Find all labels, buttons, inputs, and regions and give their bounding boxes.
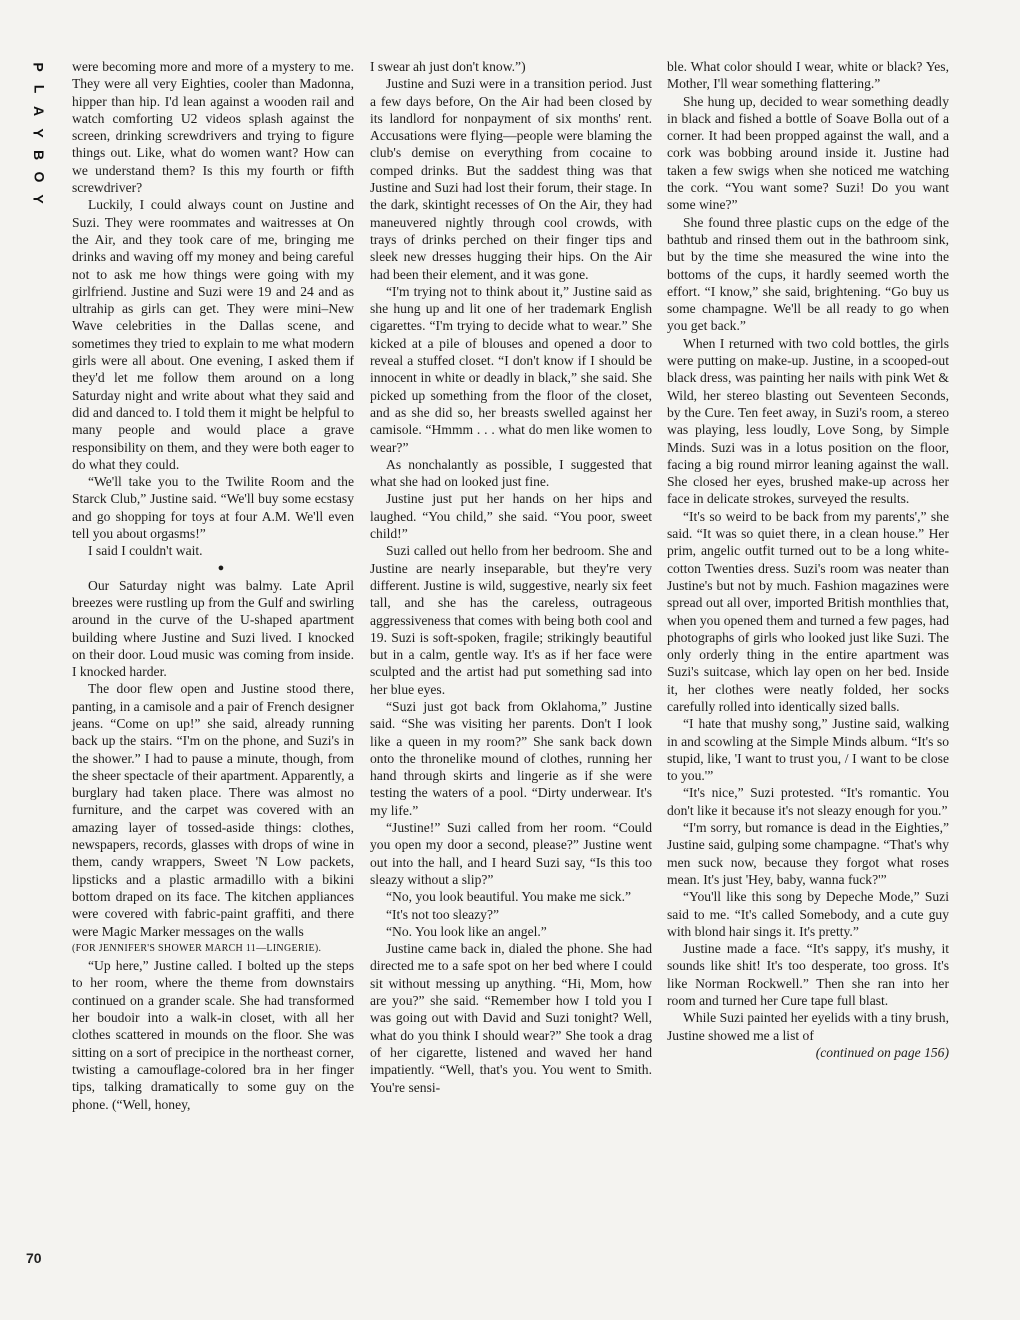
masthead-letter: A bbox=[31, 105, 47, 117]
masthead-letter: O bbox=[30, 171, 47, 183]
section-separator: ● bbox=[217, 561, 225, 574]
paragraph: Justine made a face. “It's sappy, it's mushy, it sounds like shit! It's too desperate, too gross. It's like Norman Rockwell.” Then she ran into her room and turned her Cure tape full blast. bbox=[667, 941, 949, 1009]
text-column-3 bbox=[667, 58, 949, 1061]
paragraph: “No, you look beautiful. You make me sick.” bbox=[386, 889, 632, 905]
paragraph: “No. You look like an angel.” bbox=[386, 923, 547, 939]
paragraph: I swear ah just don't know.”) bbox=[370, 59, 526, 74]
paragraph: She hung up, decided to wear something deadly in black and fished a bottle of Soave Bolla out of a corner. It had been propped against the wall, and a cork was bobbing around inside it. Justine had taken a few swigs when she noticed me watching the cork. “You want some? Suzi! Do you want some wine?” bbox=[667, 93, 949, 213]
masthead-letter: P bbox=[31, 62, 47, 72]
paragraph: I said I couldn't wait. bbox=[88, 543, 203, 559]
paragraph: Suzi called out hello from her bedroom. She and Justine are nearly inseparable, but they're very different. Justine is wild, suggestive, nearly six feet tall, and she has the careless, outrageous aggressiveness that comes with being both cool and 19. Suzi is soft-spoken, fragile; strikingly beautiful but in a calm, gentle way. It's as if her face were sculpted and the artist had put something sad into her blue eyes. bbox=[370, 543, 652, 697]
continued-on-page-note: (continued on page 156) bbox=[815, 1044, 949, 1060]
paragraph: “We'll take you to the Twilite Room and the Starck Club,” Justine said. “We'll buy some ecstasy and go shopping for toys at four A.M. We'll even tell you about orgasms!” bbox=[72, 474, 354, 542]
paragraph: “It's so weird to be back from my parents',” she said. “It was so quiet there, in a clean house.” Her prim, angelic outfit turned out to be a long white-cotton Twenties dress. Suzi's room was neater than Justine's but not by much. Fashion magazines were spread out all over, imported British monthlies that, when you opened them and turned a few pages, had photographs of girls who looked just like Suzi. The only orderly thing in the entire apartment was Suzi's suitcase, which lay open on her bed. Inside it, her clothes were neatly folded, her socks carefully rolled into identically sized balls. bbox=[667, 508, 949, 714]
masthead-letter: B bbox=[31, 149, 47, 161]
masthead-letter: Y bbox=[31, 128, 47, 138]
page-number: 70 bbox=[26, 1250, 42, 1266]
paragraph: While Suzi painted her eyelids with a tiny brush, Justine showed me a list of bbox=[667, 1010, 949, 1043]
paragraph: “Justine!” Suzi called from her room. “Could you open my door a second, please?” Justine went out into the hall, and I heard Suzi say, “Is this too sleazy without a slip?” bbox=[370, 820, 652, 887]
paragraph: were becoming more and more of a mystery to me. They were all very Eighties, cooler than Madonna, hipper than hip. I'd lean against a wooden rail and watch comforting U2 videos splash against the screen, drinking screwdrivers and trying to figure things out. Like, what do women want? How can we understand them? Is this my fourth or fifth screwdriver? bbox=[72, 59, 354, 196]
paragraph: “Up here,” Justine called. I bolted up the steps to her room, where the theme from downstairs continued on a grander scale. She had transformed her boudoir into a walk-in closet, with all her clothes scattered in mounds on the floor. She was sitting on a sort of precipice in the northeast corner, twisting a camouflage-colored bra in her finger tips, talking dramatically to some guy on the phone. (“Well, honey, bbox=[72, 958, 354, 1112]
small-caps-note: (FOR JENNIFER'S SHOWER MARCH 11—LINGERIE). bbox=[72, 942, 322, 954]
paragraph: Luckily, I could always count on Justine and Suzi. They were roommates and waitresses at On the Air, and they took care of me, bringing me drinks and waving off my money and being careful not to ask me how things were going with my girlfriend. Justine and Suzi were 19 and 24 and as ultrahip as girls can get. They were mini–New Wave celebrities in the Dallas scene, and sometimes they tried to explain to me what modern girls were all about. One evening, I asked them if they'd let me follow them around on a long Saturday night and write about what they said and did and danced to. I told them it might be helpful to many people and would place a grave responsibility on them, and they were both eager to do what they could. bbox=[72, 197, 354, 472]
paragraph: ble. What color should I wear, white or black? Yes, Mother, I'll wear something flattering.” bbox=[667, 59, 949, 92]
paragraph: “Suzi just got back from Oklahoma,” Justine said. “She was visiting her parents. Don't I look like a queen in my room?” She sank back down onto the thronelike mound of clothes, running her hand through skirts and lingerie as if she were testing the waters of a pool. “Dirty underwear. It's my life.” bbox=[370, 698, 652, 818]
paragraph: Justine came back in, dialed the phone. She had directed me to a safe spot on her bed where I could sit without messing up anything. “Hi, Mom, how are you?” she said. “Remember how I told you I was going out with David and Suzi tonight? Well, what do you think I should wear?” She took a drag of her cigarette, listened and waved her hand impatiently. “Well, that's you. You went to Smith. You're sensi- bbox=[370, 941, 652, 1095]
paragraph: “It's not too sleazy?” bbox=[386, 906, 500, 922]
text-column-1 bbox=[72, 58, 354, 1113]
masthead-letter: Y bbox=[31, 194, 47, 204]
paragraph: “It's nice,” Suzi protested. “It's romantic. You don't like it because it's not sleazy enough for you.” bbox=[667, 785, 949, 818]
masthead-letter: L bbox=[31, 84, 47, 94]
paragraph: Justine and Suzi were in a transition period. Just a few days before, On the Air had been closed by its landlord for nonpayment of six months' rent. Accusations were flying—people were blaming the club's demise on everything from cocaine to comped drinks. But the saddest thing was that Justine and Suzi had lost their forum, their stage. In the dark, skintight recesses of On the Air, they had maneuvered nightly through cool crowds, with trays of drinks perched on their finger tips and sleek new dresses hugging their hips. On the Air had been their element, and it was gone. bbox=[370, 76, 652, 282]
text-column-2 bbox=[370, 58, 652, 1096]
paragraph: Our Saturday night was balmy. Late April breezes were rustling up from the Gulf and swirling around in the curve of the U-shaped apartment building where Justine and Suzi lived. I knocked on their door. Loud music was coming from inside. I knocked harder. bbox=[72, 577, 354, 680]
paragraph: When I returned with two cold bottles, the girls were putting on make-up. Justine, in a scooped-out black dress, was painting her nails with pink Wet & Wild, her stereo blasting out Seventeen Seconds, by the Cure. Ten feet away, in Suzi's room, a stereo was playing, less loudly, Love Song, by Simple Minds. Suzi was in a lotus position on the floor, facing a big round mirror leaning against the wall. She closed her eyes, brushed make-up across her face in delicate strokes, surveyed the results. bbox=[667, 335, 949, 507]
masthead-vertical bbox=[28, 56, 50, 210]
paragraph: Justine just put her hands on her hips and laughed. “You child,” she said. “You poor, sweet child!” bbox=[370, 491, 652, 542]
paragraph: “I'm sorry, but romance is dead in the Eighties,” Justine said, gulping some champagne. “That's why men suck now, because they forgot what roses mean. It's just 'Hey, baby, wanna fuck?'” bbox=[667, 820, 949, 887]
paragraph: “I hate that mushy song,” Justine said, walking in and scowling at the Simple Minds album. “It's so stupid, like, 'I want to trust you, / I want to be close to you.'” bbox=[667, 716, 949, 784]
paragraph: As nonchalantly as possible, I suggested that what she had on looked just fine. bbox=[370, 456, 652, 490]
paragraph: The door flew open and Justine stood there, panting, in a camisole and a pair of French designer jeans. “Come on up!” she said, already running back up the stairs. “I'm on the phone, and Suzi's in the shower.” I had to pause a minute, though, from the sheer spectacle of their apartment. Apparently, a burglary had taken place. There was almost no furniture, and the carpet was covered with an amazing layer of tossed-aside things: clothes, newspapers, records, glasses with drops of wine in them, candy wrappers, Sweet 'N Low packets, lipsticks and a plastic armadillo with a bikini bottom draped on its face. The kitchen appliances were covered with fabric-paint graffiti, and there were Magic Marker messages on the walls bbox=[72, 681, 354, 939]
paragraph: She found three plastic cups on the edge of the bathtub and rinsed them out in the bathroom sink, but by the time she measured the wine into the bottoms of the cups, it hardly seemed worth the effort. “I know,” she said, brightening. “Go buy us some champagne. We'll be all ready to go when you get back.” bbox=[667, 214, 949, 334]
paragraph: “You'll like this song by Depeche Mode,” Suzi said to me. “It's called Somebody, and a cute guy with blond hair sings it. It's pretty.” bbox=[667, 889, 949, 939]
paragraph: “I'm trying not to think about it,” Justine said as she hung up and lit one of her trademark English cigarettes. “I'm trying to decide what to wear.” She kicked at a pile of blouses and opened a door to reveal a stuffed closet. “I don't know if I should be innocent in white or deadly in black,” she said. She picked up something from the floor of the closet, and as she did so, her breasts swelled against her camisole. “Hmmm . . . what do men like women to wear?” bbox=[370, 283, 652, 455]
